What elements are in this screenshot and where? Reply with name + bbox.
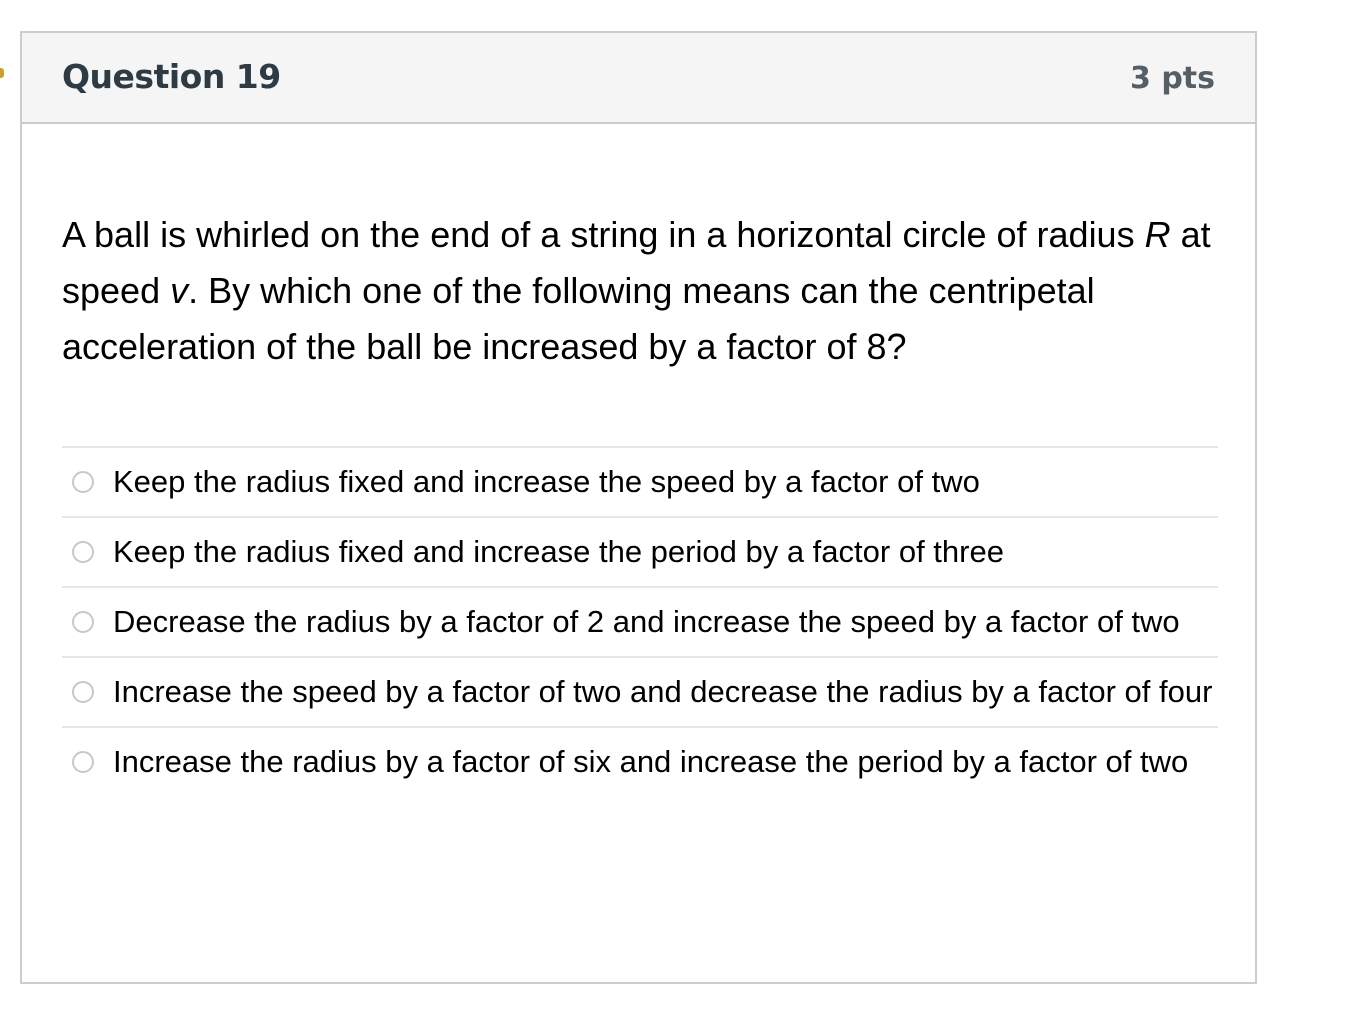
question-points: 3 pts	[1130, 61, 1215, 96]
page-edge-marker	[0, 68, 4, 78]
answer-list	[62, 446, 1218, 796]
question-text-part2: at speed	[62, 214, 1211, 311]
answer-label: Decrease the radius by a factor of 2 and increase the speed by a factor of two	[113, 604, 1180, 639]
question-title: Question 19	[62, 57, 281, 96]
question-card	[20, 31, 1257, 984]
answer-option-1[interactable]	[62, 446, 1218, 516]
answer-option-5[interactable]	[62, 726, 1218, 796]
variable-radius: R	[1144, 214, 1171, 255]
radio-button[interactable]	[72, 541, 94, 563]
answer-label: Increase the speed by a factor of two and decrease the radius by a factor of four	[113, 674, 1213, 709]
answer-option-2[interactable]	[62, 516, 1218, 586]
radio-button[interactable]	[72, 751, 94, 773]
question-text-part3: . By which one of the following means can the centripetal acceleration of the ball be increased by a factor of 8?	[62, 270, 1095, 367]
answer-option-4[interactable]	[62, 656, 1218, 726]
radio-button[interactable]	[72, 681, 94, 703]
answer-option-3[interactable]	[62, 586, 1218, 656]
question-text-part1: A ball is whirled on the end of a string in a horizontal circle of radius	[62, 214, 1145, 255]
question-header	[22, 33, 1255, 124]
answer-label: Keep the radius fixed and increase the speed by a factor of two	[113, 464, 980, 499]
question-text	[62, 207, 1222, 375]
variable-speed: v	[170, 270, 189, 311]
radio-button[interactable]	[72, 611, 94, 633]
radio-button[interactable]	[72, 471, 94, 493]
answer-label: Keep the radius fixed and increase the period by a factor of three	[113, 534, 1004, 569]
answer-label: Increase the radius by a factor of six and increase the period by a factor of two	[113, 744, 1189, 779]
